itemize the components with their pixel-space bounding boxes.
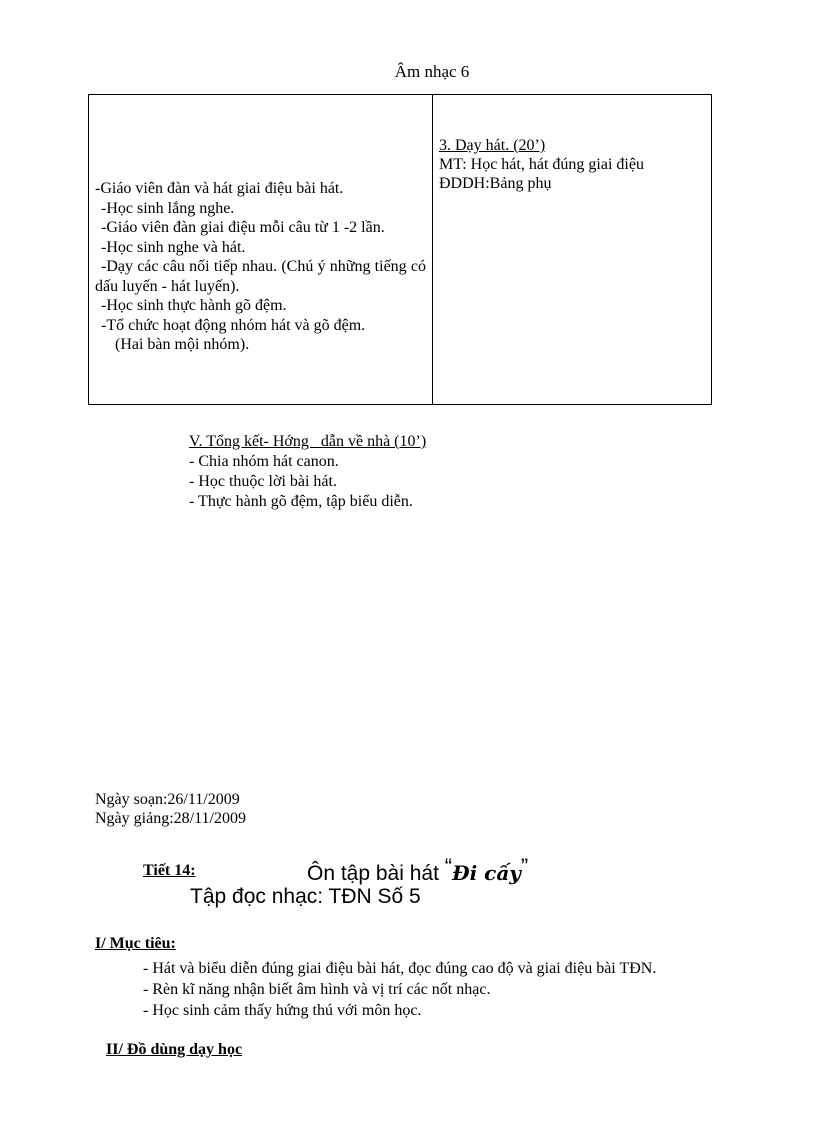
activity-line: -Học sinh nghe và hát. [101, 238, 246, 256]
open-quote: “ [444, 854, 453, 879]
close-quote: ” [520, 854, 529, 879]
column-divider [432, 95, 433, 404]
summary-section [189, 432, 426, 512]
objective-text: MT: Học hát, hát đúng giai điệu [439, 156, 644, 173]
objective-item: - Hát và biểu diễn đúng giai điệu bài hát, đọc đúng cao độ và giai điệu bài TĐN. [143, 960, 657, 977]
lesson-table [88, 94, 712, 405]
summary-heading: V. Tổng kết- Hớng dẫn về nhà (10’) [189, 433, 427, 450]
activity-line: -Học sinh lắng nghe. [101, 199, 235, 217]
activity-line: (Hai bàn mội nhóm). [115, 336, 250, 353]
activity-line: -Giáo viên đàn và hát giai điệu bài hát. [95, 180, 344, 197]
lesson-subtitle: Tập đọc nhạc: TĐN Số 5 [190, 885, 421, 908]
materials-heading: II/ Đồ dùng dạy học [106, 1041, 243, 1058]
prepared-date: Ngày soạn:26/11/2009 [95, 791, 240, 808]
lesson-title-prefix: Ôn tập bài hát [307, 862, 445, 885]
summary-item: - Học thuộc lời bài hát. [189, 473, 337, 490]
activity-line: -Giáo viên đàn giai điệu mỗi câu từ 1 -2 lần. [101, 219, 385, 236]
taught-date: Ngày giảng:28/11/2009 [95, 810, 246, 827]
section-heading: 3. Dạy hát. (20’) [439, 137, 546, 154]
objective-item: - Rèn kĩ năng nhận biết âm hình và vị trí các nốt nhạc. [143, 981, 491, 998]
content-column [439, 136, 664, 193]
materials-text: ĐDDH:Bảng phụ [439, 175, 552, 192]
song-name: Đi cấy [452, 861, 521, 885]
activity-line: -Dạy các câu nối tiếp nhau. (Chú ý những tiếng có dấu luyến - hát luyến). [95, 258, 426, 295]
objectives-heading: I/ Mục tiêu: [95, 935, 176, 952]
summary-item: - Thực hành gõ đệm, tập biểu diễn. [189, 493, 413, 510]
objectives-list [95, 958, 712, 1021]
activity-line: -Tổ chức hoạt động nhóm hát và gõ đệm. [101, 316, 366, 334]
objective-item: - Học sinh cảm thấy hứng thú với môn học. [143, 1002, 422, 1019]
dates-block [95, 790, 246, 828]
page-title: Âm nhạc 6 [394, 62, 470, 81]
lesson-label: Tiết 14: [143, 862, 196, 879]
summary-item: - Chia nhóm hát canon. [189, 453, 339, 470]
activities-column [95, 179, 426, 355]
lesson-title [307, 854, 528, 886]
activity-line: -Học sinh thực hành gõ đệm. [101, 297, 287, 314]
